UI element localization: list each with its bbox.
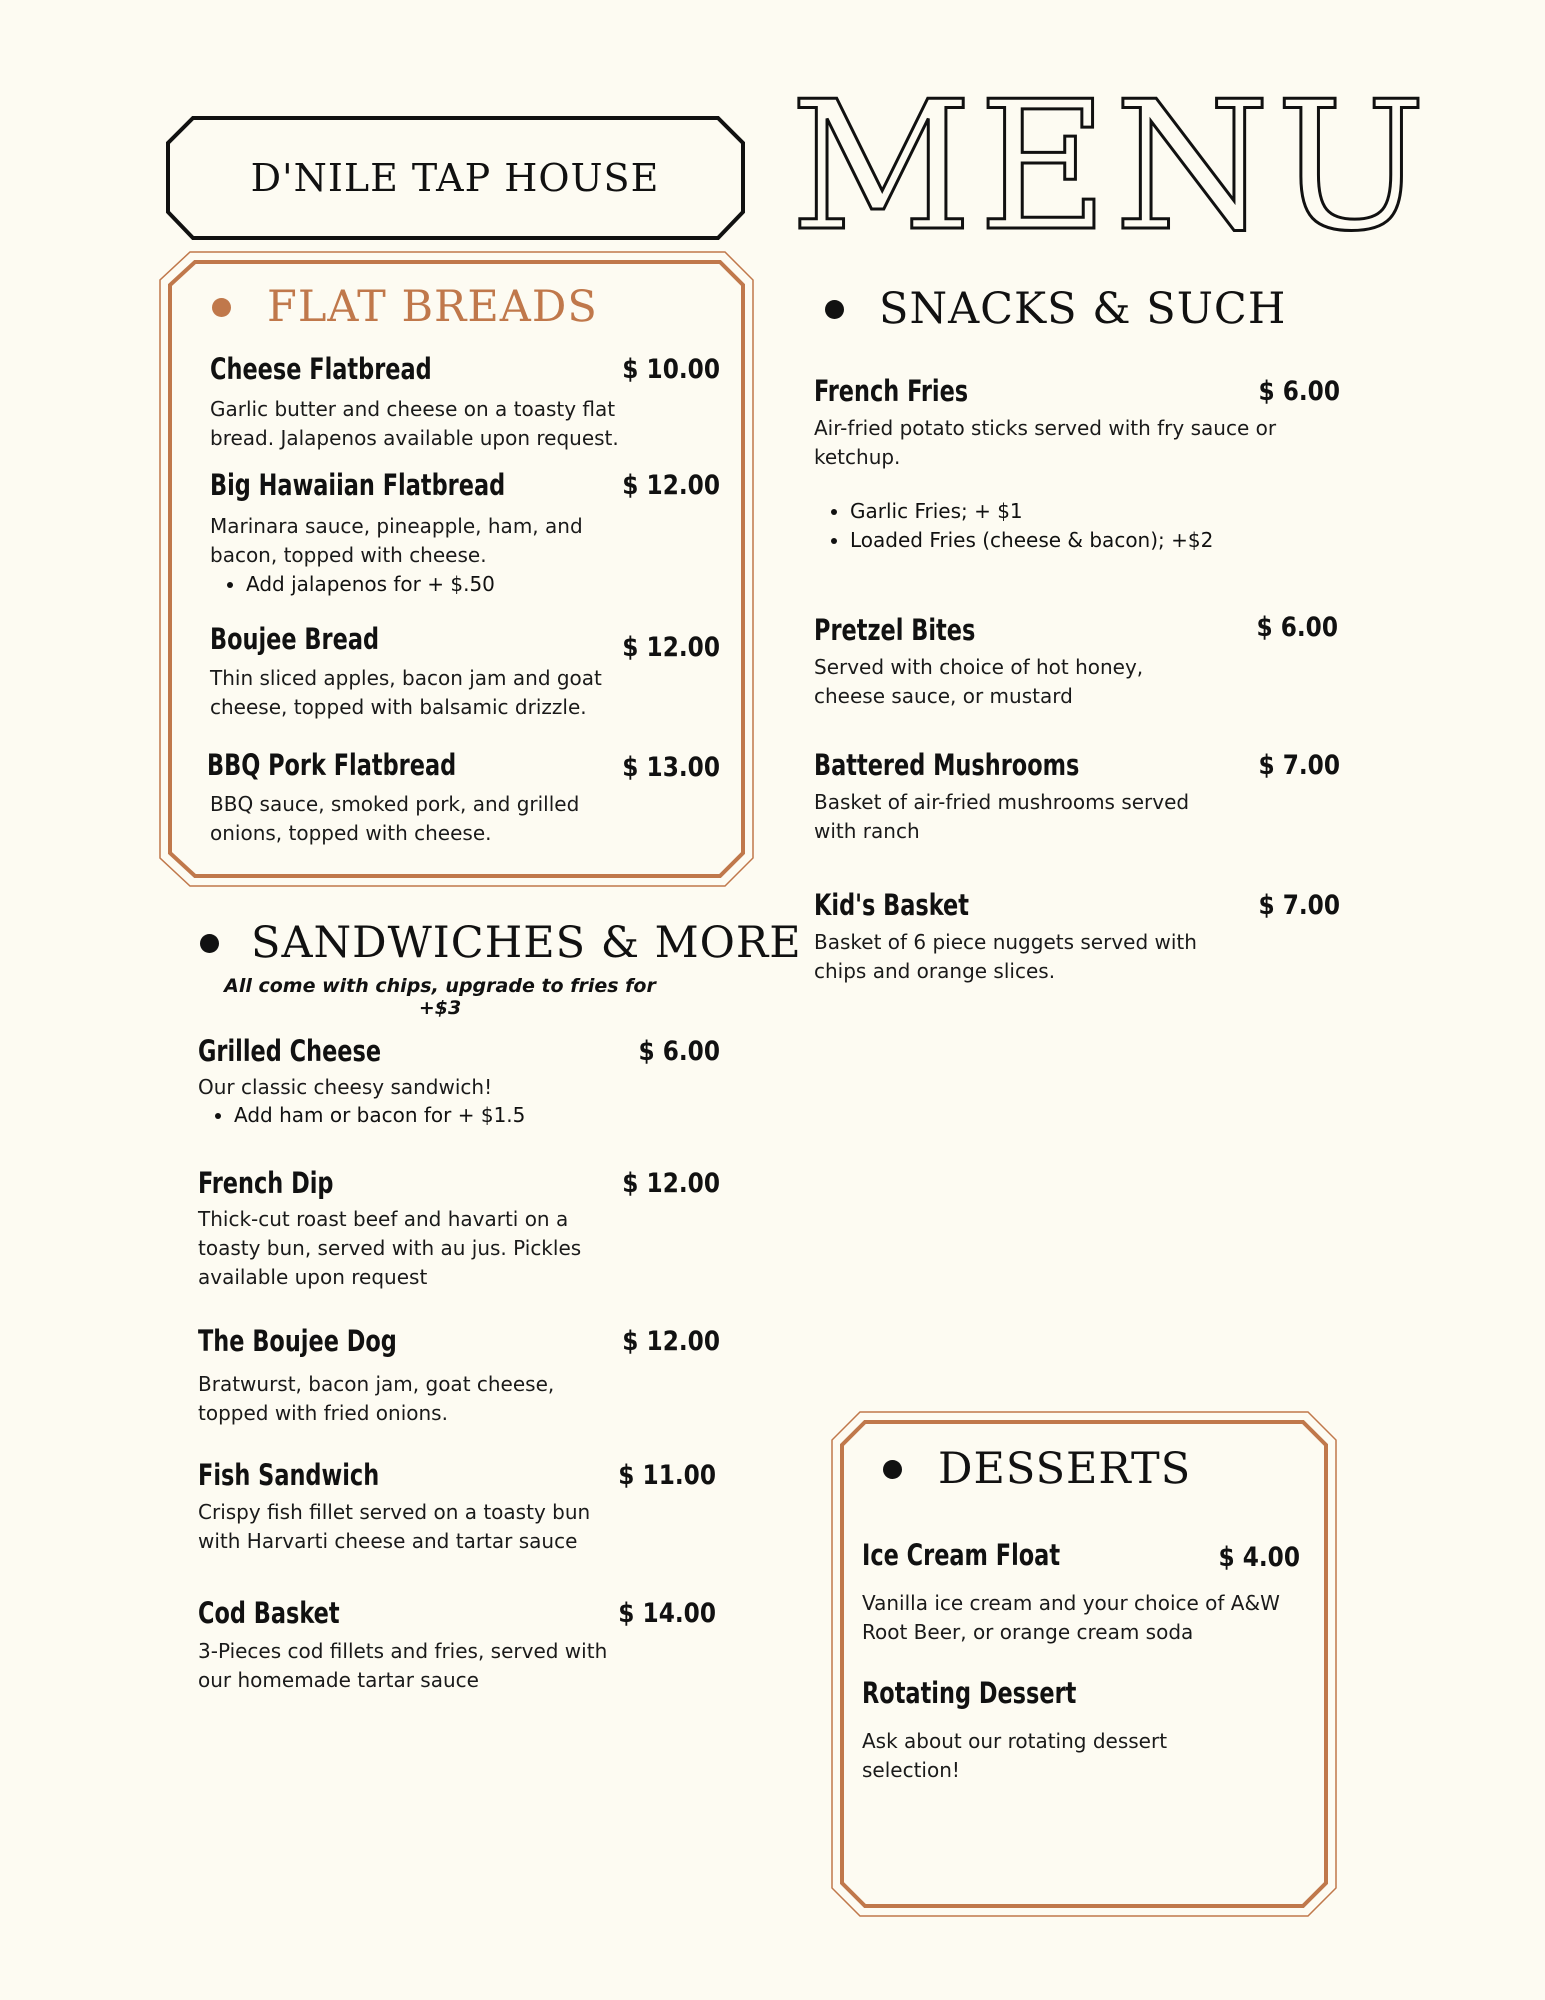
- item-name: Big Hawaiian Flatbread: [210, 468, 506, 502]
- item-name: Cod Basket: [198, 1596, 340, 1630]
- bullet-icon: [825, 300, 844, 319]
- item-description: Thick-cut roast beef and havarti on a toasty bun, served with au jus. Pickles available upon request: [198, 1207, 582, 1289]
- item-price: $ 13.00: [622, 752, 720, 783]
- item-name: BBQ Pork Flatbread: [207, 748, 457, 782]
- item-description: Garlic butter and cheese on a toasty flat bread. Jalapenos available upon request.: [210, 397, 619, 450]
- item-description: Crispy fish fillet served on a toasty bun with Harvarti cheese and tartar sauce: [198, 1500, 591, 1553]
- item-name: Pretzel Bites: [814, 613, 976, 647]
- bullet-icon: [200, 934, 219, 953]
- item-price: $ 12.00: [622, 1326, 720, 1357]
- item-options: [210, 570, 495, 599]
- item-description: 3-Pieces cod fillets and fries, served with our homemade tartar sauce: [198, 1639, 608, 1692]
- section-note: All come with chips, upgrade to fries for +$3: [224, 975, 656, 1019]
- item-price: $ 7.00: [1258, 750, 1340, 781]
- menu-title: MENU: [790, 63, 1432, 270]
- item-price: $ 12.00: [622, 632, 720, 663]
- item-description: Our classic cheesy sandwich!: [198, 1075, 493, 1099]
- flat-breads-header: [212, 282, 598, 332]
- restaurant-name: D'NILE TAP HOUSE: [250, 155, 660, 200]
- section-title: SANDWICHES & MORE: [251, 918, 802, 968]
- item-description: Bratwurst, bacon jam, goat cheese, topped with fried onions.: [198, 1372, 555, 1425]
- item-price: $ 6.00: [638, 1036, 720, 1067]
- item-price: $ 6.00: [1256, 612, 1338, 643]
- item-description: Marinara sauce, pineapple, ham, and bacon, topped with cheese.: [210, 514, 583, 567]
- item-name: French Fries: [814, 374, 969, 408]
- section-title: FLAT BREADS: [267, 282, 598, 332]
- item-description: Ask about our rotating dessert selection!: [862, 1729, 1168, 1782]
- item-description: Thin sliced apples, bacon jam and goat cheese, topped with balsamic drizzle.: [210, 666, 602, 719]
- item-name: Kid's Basket: [814, 888, 969, 922]
- bullet-icon: [212, 298, 231, 317]
- item-name: Cheese Flatbread: [210, 352, 432, 386]
- item-price: $ 6.00: [1258, 376, 1340, 407]
- item-price: $ 11.00: [618, 1460, 716, 1491]
- option-item: • Add ham or bacon for + $1.5: [234, 1101, 525, 1130]
- item-name: Battered Mushrooms: [814, 748, 1080, 782]
- item-name: The Boujee Dog: [198, 1324, 397, 1358]
- bullet-icon: [883, 1460, 902, 1479]
- item-name: Rotating Dessert: [862, 1676, 1077, 1710]
- snacks-header: [825, 284, 1286, 334]
- item-price: $ 14.00: [618, 1598, 716, 1629]
- item-description: Vanilla ice cream and your choice of A&W Root Beer, or orange cream soda: [862, 1591, 1280, 1644]
- section-title: DESSERTS: [938, 1444, 1192, 1494]
- item-name: French Dip: [198, 1166, 334, 1200]
- item-price: $ 12.00: [622, 1168, 720, 1199]
- item-name: Fish Sandwich: [198, 1458, 380, 1492]
- item-description: Air-fried potato sticks served with fry sauce or ketchup.: [814, 416, 1277, 469]
- sandwiches-header: [200, 918, 802, 968]
- item-price: $ 4.00: [1218, 1542, 1300, 1573]
- desserts-header: [883, 1444, 1191, 1494]
- option-item: • Add jalapenos for + $.50: [246, 570, 495, 599]
- item-price: $ 12.00: [622, 470, 720, 501]
- item-description: Basket of 6 piece nuggets served with chips and orange slices.: [814, 930, 1197, 983]
- item-name: Grilled Cheese: [198, 1034, 382, 1068]
- item-price: $ 7.00: [1258, 890, 1340, 921]
- item-name: Boujee Bread: [210, 622, 380, 656]
- item-options: [198, 1101, 525, 1130]
- item-description: BBQ sauce, smoked pork, and grilled onions, topped with cheese.: [210, 792, 580, 845]
- section-title: SNACKS & SUCH: [879, 284, 1287, 334]
- item-name: Ice Cream Float: [862, 1538, 1061, 1572]
- option-item: • Loaded Fries (cheese & bacon); +$2: [850, 526, 1213, 555]
- item-description: Basket of air-fried mushrooms served with ranch: [814, 790, 1190, 843]
- item-description: Served with choice of hot honey, cheese sauce, or mustard: [814, 655, 1144, 708]
- option-item: • Garlic Fries; + $1: [850, 497, 1213, 526]
- item-options: [814, 497, 1213, 555]
- item-price: $ 10.00: [622, 354, 720, 385]
